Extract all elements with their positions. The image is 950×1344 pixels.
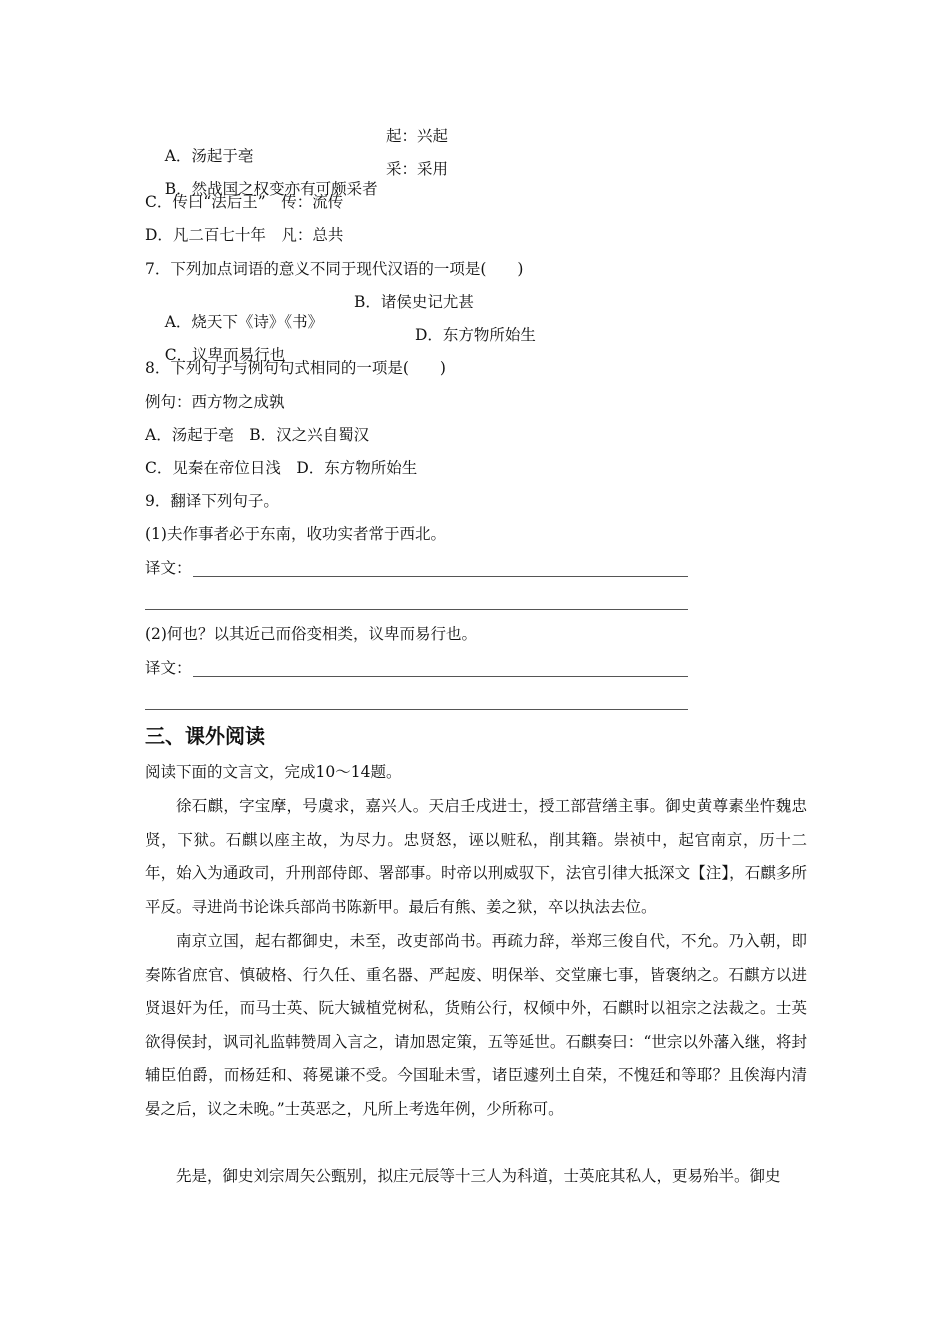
passage-paragraph-3: 先是，御史刘宗周矢公甄别，拟庄元辰等十三人为科道，士英庇其私人，更易殆半。御史 xyxy=(176,1167,781,1185)
section-intro: 阅读下面的文言文，完成10～14题。 xyxy=(145,763,402,781)
q6-option-d: D．凡二百七十年 凡：总共 xyxy=(145,226,344,244)
q9-sentence-2: (2)何也？以其近己而俗变相类，议卑而易行也。 xyxy=(145,625,477,643)
answer-line xyxy=(193,676,688,677)
answer-line xyxy=(145,609,688,610)
q6-option-a-gloss: 起：兴起 xyxy=(386,127,449,145)
q7-option-c: C．议卑而易行也 xyxy=(164,346,286,364)
q8-row1: A．汤起于亳 B．汉之兴自蜀汉 xyxy=(145,426,370,444)
passage-paragraph-1: 徐石麒，字宝摩，号虞求，嘉兴人。天启壬戌进士，授工部营缮主事。御史黄尊素坐忤魏忠贤，下狱。石麒以座主故，为尽力。忠贤怒，诬以赃私，削其籍。崇祯中，起官南京，历十二年，始入为通政司，升刑部侍郎、署部事。时帝以刑威驭下，法官引律大抵深文【注】，石麒多所平反。寻进尚书论诛兵部尚书陈新甲。最后有熊、姜之狱，卒以执法去位。 xyxy=(145,797,807,916)
q8-example: 例句：西方物之成孰 xyxy=(145,393,285,411)
q7-option-a: A．烧天下《诗》《书》 xyxy=(164,313,324,331)
q7-stem: 7．下列加点词语的意义不同于现代汉语的一项是( ) xyxy=(145,260,524,278)
q6-option-b-gloss: 采：采用 xyxy=(386,160,449,178)
q9-answer-label-1: 译文： xyxy=(145,559,192,577)
q9-answer-label-2: 译文： xyxy=(145,659,192,677)
q9-stem: 9．翻译下列句子。 xyxy=(145,492,279,510)
q7-option-b: B．诸侯史记尤甚 xyxy=(354,293,474,311)
q6-option-c: C．传曰“法后王” 传：流传 xyxy=(145,193,344,211)
q6-option-a-text: A．汤起于亳 xyxy=(164,147,254,165)
q9-sentence-1: (1)夫作事者必于东南，收功实者常于西北。 xyxy=(145,525,446,543)
q8-row2: C．见秦在帝位日浅 D．东方物所始生 xyxy=(145,459,418,477)
answer-line xyxy=(193,576,688,577)
q8-stem: 8．下列句子与例句句式相同的一项是( ) xyxy=(145,359,446,377)
section-heading: 三、课外阅读 xyxy=(145,724,265,748)
answer-line xyxy=(145,709,688,710)
q7-option-d: D．东方物所始生 xyxy=(415,326,536,344)
q6-option-b-text: B．然战国之权变亦有可颇采者 xyxy=(164,180,378,198)
passage-paragraph-2: 南京立国，起右都御史，未至，改吏部尚书。再疏力辞，举郑三俊自代，不允。乃入朝，即奏陈省庶官、慎破格、行久任、重名器、严起废、明保举、交堂廉七事，皆褒纳之。石麒方以进贤退奸为任，而马士英、阮大铖植党树私，货贿公行，权倾中外，石麒时以祖宗之法裁之。士英欲得侯封，讽司礼监韩赞周入言之，请加恩定策，五等延世。石麒奏曰：“世宗以外藩入继，将封辅臣伯爵，而杨廷和、蒋冕谦不受。今国耻未雪，诸臣遽列土自荣，不愧廷和等耶？且俟海内清晏之后，议之未晚。”士英恶之，凡所上考选年例，少所称可。 xyxy=(145,932,807,1118)
